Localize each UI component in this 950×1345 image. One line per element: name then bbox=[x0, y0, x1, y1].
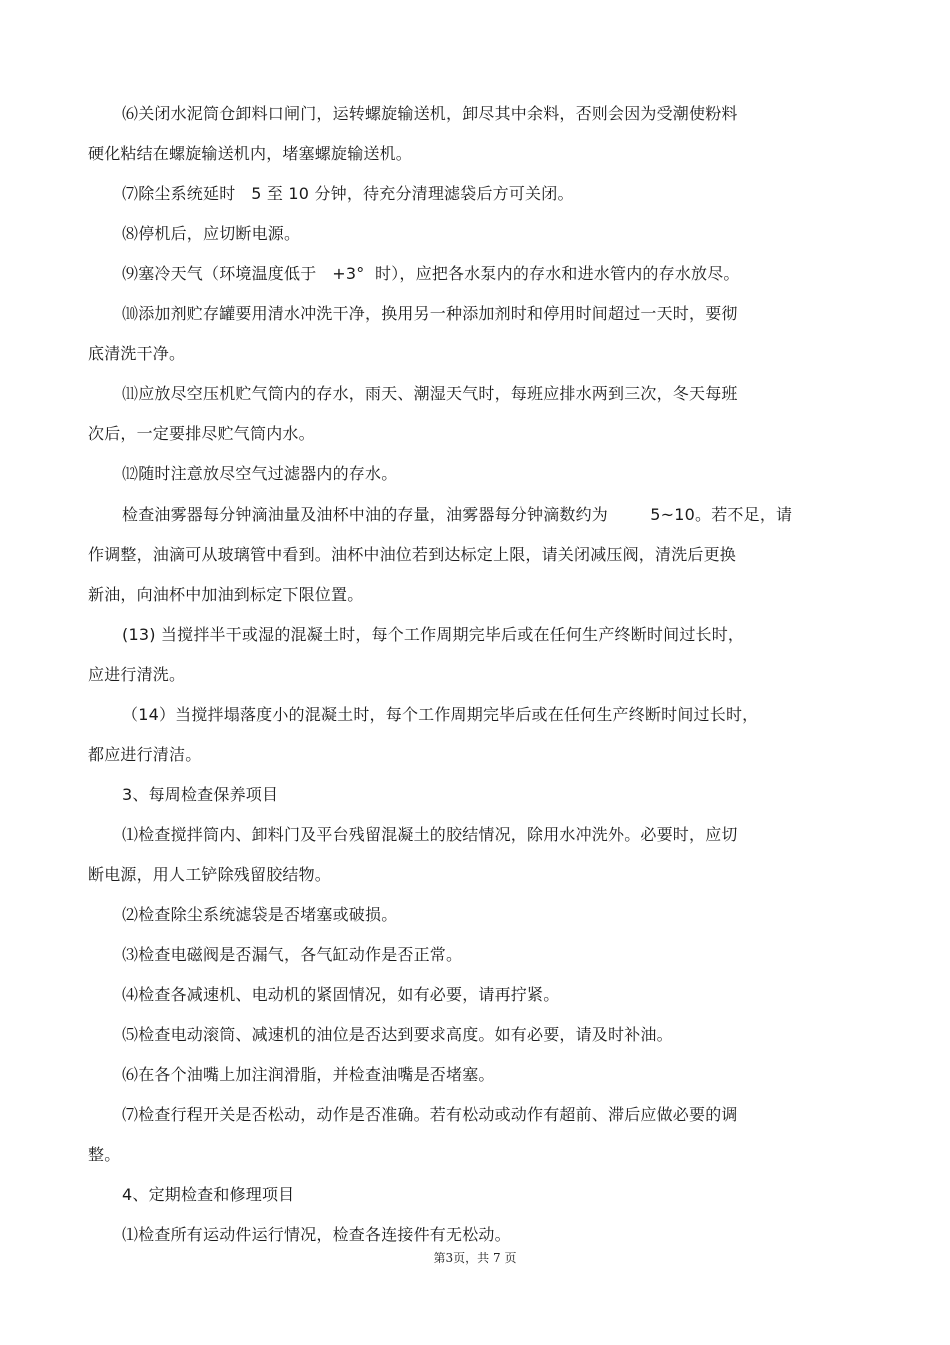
text-line: 都应进行清洁。 bbox=[88, 745, 202, 764]
text-line: ⑴检查搅拌筒内、卸料门及平台残留混凝土的胶结情况，除用水冲洗外。必要时，应切 bbox=[122, 825, 738, 844]
text-line: ⑻停机后，应切断电源。 bbox=[122, 224, 301, 243]
text-line: （14）当搅拌塌落度小的混凝土时，每个工作周期完毕后或在任何生产终断时间过长时， bbox=[122, 705, 759, 724]
text-line: 新油，向油杯中加油到标定下限位置。 bbox=[88, 585, 364, 604]
text-line: 底清洗干净。 bbox=[88, 344, 186, 363]
page-footer: 第3页，共 7 页 bbox=[433, 1251, 517, 1265]
text-line: 检查油雾器每分钟滴油量及油杯中油的存量，油雾器每分钟滴数约为 5~10。若不足，请 bbox=[122, 505, 793, 524]
text-line: ⑷检查各减速机、电动机的紧固情况，如有必要，请再拧紧。 bbox=[122, 985, 560, 1004]
text-line: 应进行清洗。 bbox=[88, 665, 186, 684]
text-line: 硬化粘结在螺旋输送机内，堵塞螺旋输送机。 bbox=[88, 144, 413, 163]
text-line: ⑽添加剂贮存罐要用清水冲洗干净，换用另一种添加剂时和停用时间超过一天时，要彻 bbox=[122, 304, 738, 323]
text-line: ⑹在各个油嘴上加注润滑脂，并检查油嘴是否堵塞。 bbox=[122, 1065, 495, 1084]
text-line: ⑸检查电动滚筒、减速机的油位是否达到要求高度。如有必要，请及时补油。 bbox=[122, 1025, 673, 1044]
section-heading: 4、定期检查和修理项目 bbox=[122, 1185, 295, 1204]
text-line: ⑵检查除尘系统滤袋是否堵塞或破损。 bbox=[122, 905, 398, 924]
text-line: 断电源，用人工铲除残留胶结物。 bbox=[88, 865, 332, 884]
section-heading: 3、每周检查保养项目 bbox=[122, 785, 279, 804]
text-line: 次后，一定要排尽贮气筒内水。 bbox=[88, 424, 315, 443]
text-line: ⑾应放尽空压机贮气筒内的存水，雨天、潮湿天气时，每班应排水两到三次，冬天每班 bbox=[122, 384, 738, 403]
text-line: ⑿随时注意放尽空气过滤器内的存水。 bbox=[122, 464, 398, 483]
text-line: 整。 bbox=[88, 1145, 121, 1164]
text-line: ⑶检查电磁阀是否漏气，各气缸动作是否正常。 bbox=[122, 945, 463, 964]
text-line: ⑼塞冷天气（环境温度低于 +3° 时），应把各水泵内的存水和进水管内的存水放尽。 bbox=[122, 264, 740, 283]
text-line: 作调整，油滴可从玻璃管中看到。油杯中油位若到达标定上限，请关闭减压阀，清洗后更换 bbox=[88, 545, 737, 564]
text-line: ⑴检查所有运动件运行情况，检查各连接件有无松动。 bbox=[122, 1225, 511, 1244]
text-line: ⑺检查行程开关是否松动，动作是否准确。若有松动或动作有超前、滞后应做必要的调 bbox=[122, 1105, 738, 1124]
text-line: ⑹关闭水泥筒仓卸料口闸门，运转螺旋输送机，卸尽其中余料，否则会因为受潮使粉料 bbox=[122, 104, 738, 123]
text-line: ⑺除尘系统延时 5 至 10 分钟，待充分清理滤袋后方可关闭。 bbox=[122, 184, 574, 203]
text-line: (13) 当搅拌半干或湿的混凝土时，每个工作周期完毕后或在任何生产终断时间过长时， bbox=[122, 625, 745, 644]
